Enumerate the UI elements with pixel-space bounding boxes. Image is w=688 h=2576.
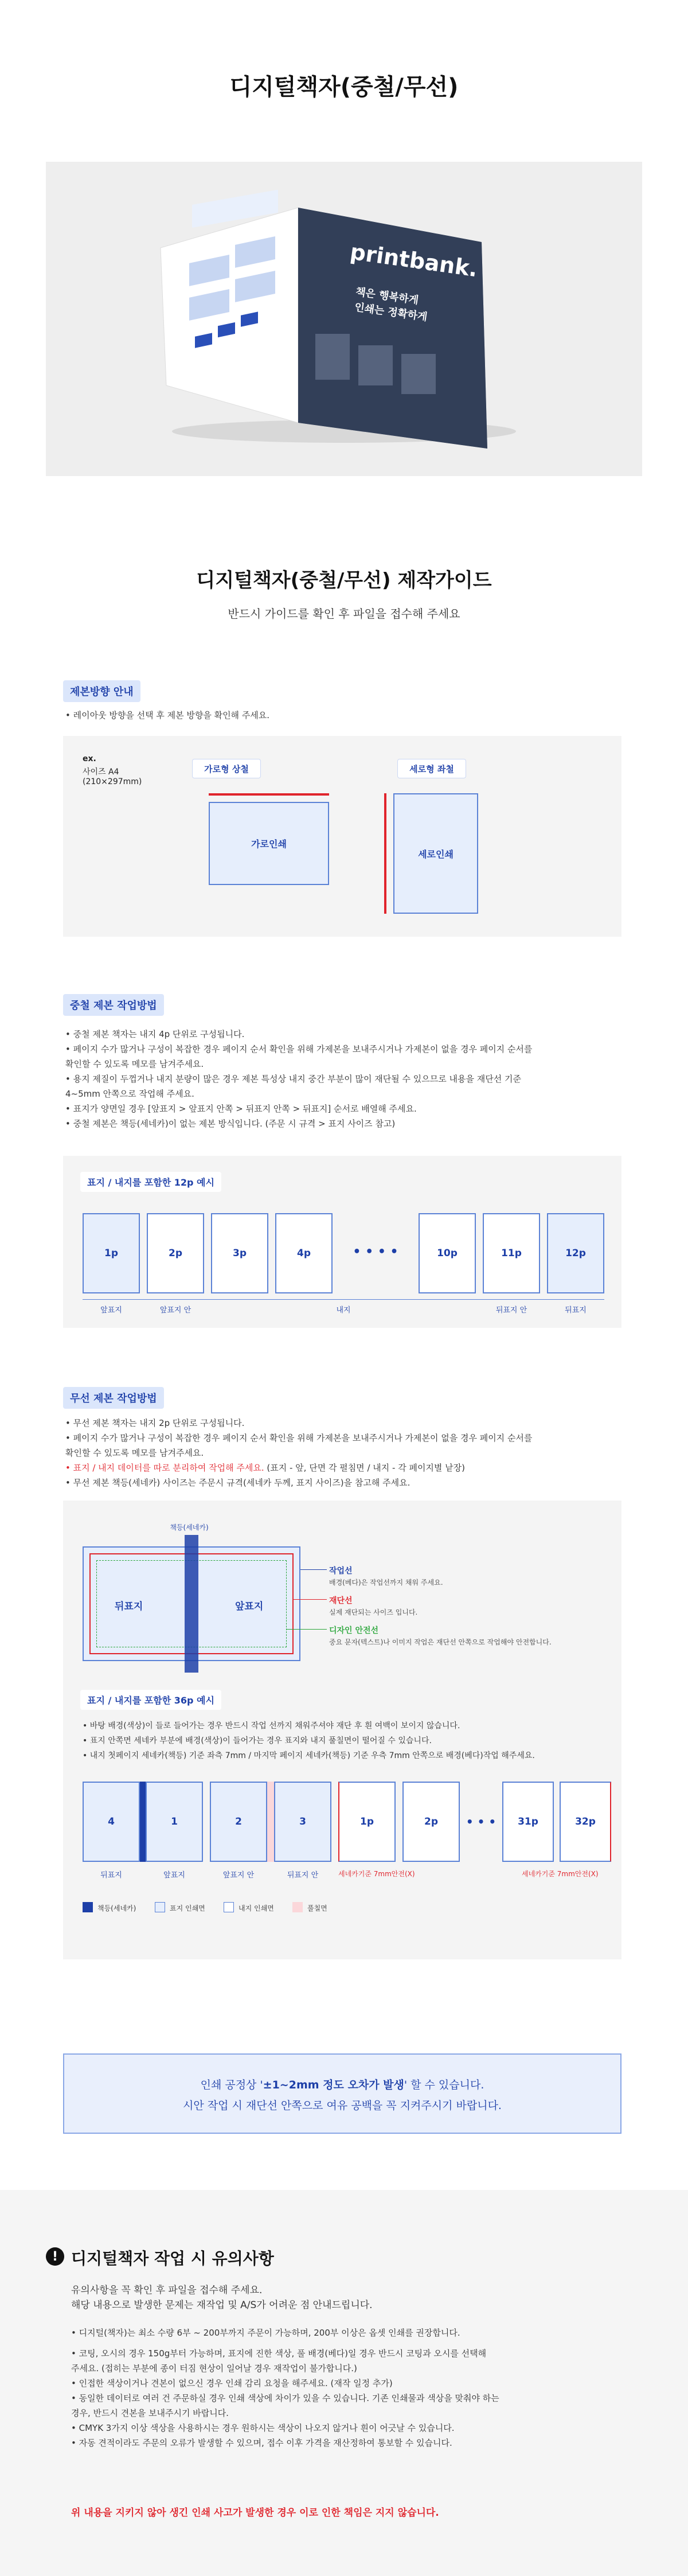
saddle-label-back-inside: 뒤표지 안 [495,1306,527,1315]
saddle-page-11: 11p [483,1213,540,1293]
guide-title: 디지털책자(중철/무선) 제작가이드 [196,569,492,592]
legend-line-trim [294,1599,327,1600]
vertical-binding-edge [384,793,386,914]
inner-left-note: 세네카기준 7mm안전(X) [338,1870,415,1878]
perfect-bullet: 확인할 수 있도록 메모를 남겨주세요. [65,1448,204,1458]
perfect-example-panel [63,1501,621,1959]
perfect-red-bullet-rest: (표지 - 앞, 단면 각 펼침면 / 내지 - 각 페이지별 낱장) [264,1463,466,1473]
perfect-cover-page-1: 1 [146,1782,203,1862]
perfect-inner-page-32: 32p [560,1782,611,1862]
caution-item: • 자동 견적이라도 주문의 오류가 발생할 수 있으며, 접수 이후 가격을 재산정하여 통보할 수 있습니다. [71,2438,452,2448]
legend-trim-desc: 실제 재단되는 사이즈 입니다. [329,1608,418,1616]
caution-intro2: 해당 내용으로 발생한 문제는 재작업 및 A/S가 어려운 점 안내드립니다. [71,2300,373,2311]
exclamation-icon: ! [46,2247,64,2266]
caution-section [0,2190,688,2576]
legend-line-work [300,1569,327,1570]
notice-line1-pre: 인쇄 공정상 ' [200,2079,263,2091]
vertical-print-box: 세로인쇄 [393,793,478,914]
saddle-bullet: 4~5mm 안쪽으로 작업해 주세요. [65,1089,194,1099]
saddle-bullets [65,1027,616,1131]
hero-cover-line2: 인쇄는 정확하게 [353,301,428,324]
saddle-page-1: 1p [83,1213,140,1293]
horizontal-binding-edge [209,793,329,796]
example-label: ex. [83,754,96,763]
size-dimensions: (210×297mm) [83,777,142,786]
perfect-label-back-inside: 뒤표지 안 [287,1871,319,1880]
saddle-badge: 중철 제본 작업방법 [63,994,164,1016]
saddle-label-back: 뒤표지 [565,1306,587,1315]
caution-intro1: 유의사항을 꼭 확인 후 파일을 접수해 주세요. [71,2285,263,2296]
key-cover-swatch [155,1902,165,1912]
inner-right-note: 세네카기준 7mm안전(X) [522,1870,599,1878]
saddle-bullet: 확인할 수 있도록 메모를 남겨주세요. [65,1059,204,1069]
perfect-red-bullet-emphasis: • 표지 / 내지 데이터를 따로 분리하여 작업해 주세요. [65,1463,264,1473]
perfect-inner-page-31: 31p [502,1782,554,1862]
perfect-example-bullet: • 표지 안쪽면 세네카 부분에 배경(색상)이 들어가는 경우 표지와 내지 풀칠면이 떨어질 수 있습니다. [83,1736,432,1745]
perfect-red-bullet [65,1460,616,1475]
notice-line1 [64,2076,620,2092]
perfect-bullet: • 무선 제본 책자는 내지 2p 단위로 구성됩니다. [65,1418,245,1428]
saddle-bullet: • 페이지 수가 많거나 구성이 복잡한 경우 페이지 순서 확인을 위해 가제본을 보내주시거나 가제본이 없을 경우 페이지 순서를 [65,1044,533,1054]
caution-item: • CMYK 3가지 이상 색상을 사용하시는 경우 원하시는 색상이 나오지 않거나 흰이 어긋날 수 있습니다. [71,2423,455,2433]
saddle-example-title: 표지 / 내지를 포함한 12p 예시 [80,1172,221,1192]
front-cover-label: 앞표지 [235,1601,264,1612]
binding-direction-desc: • 레이아웃 방향을 선택 후 제본 방향을 확인해 주세요. [65,710,270,720]
caution-item: 주세요. (접히는 부분에 종이 터짐 현상이 일어날 경우 재작업이 불가합니다.) [71,2363,357,2374]
vertical-binding-label: 세로형 좌철 [397,759,466,778]
size-label: 사이즈 A4 [83,767,119,777]
key-spine-swatch [83,1902,93,1912]
saddle-label-front: 앞표지 [100,1306,122,1315]
legend-safe-title: 디자인 안전선 [329,1626,379,1635]
saddle-page-2: 2p [147,1213,204,1293]
horizontal-print-box: 가로인쇄 [209,802,329,885]
perfect-inner-page-2: 2p [402,1782,460,1862]
hero-banner [46,162,642,476]
saddle-bullet: • 용지 제질이 두껍거나 내지 분량이 많은 경우 제본 특성상 내지 중간 부분이 많이 재단될 수 있으므로 내용을 재단선 기준 [65,1074,521,1084]
caution-list [71,2325,621,2450]
perfect-example-bullet: • 바탕 배경(색상)이 들로 들어가는 경우 반드시 작업 선까지 채워주셔야 재단 후 흰 여백이 보이지 않습니다. [83,1721,460,1731]
key-glue-label: 풀칠면 [307,1904,327,1912]
spine-label: 책등(세네카) [170,1523,209,1531]
perfect-example-title: 표지 / 내지를 포함한 36p 예시 [80,1690,221,1710]
notice-line1-bold: ±1~2mm 정도 오차가 발생 [263,2079,404,2091]
saddle-bullet: • 중철 제본은 책등(세네카)이 없는 제본 방식입니다. (주문 시 규격 > 표지 사이즈 참고) [65,1119,396,1129]
saddle-dots: • • • • [353,1245,398,1259]
saddle-bullet: • 표지가 양면일 경우 [앞표지 > 앞표지 안쪽 > 뒤표지 안쪽 > 뒤표지] 순서로 배열해 주세요. [65,1104,417,1114]
key-inner-swatch [224,1902,234,1912]
caution-item: • 디지털(책자)는 최소 수량 6부 ~ 200부까지 주문이 가능하며, 200부 이상은 옵셋 인쇄를 권장합니다. [71,2328,460,2338]
notice-line1-post: ' 할 수 있습니다. [404,2079,484,2091]
saddle-label-front-inside: 앞표지 안 [159,1306,191,1315]
binding-direction-badge: 제본방향 안내 [63,680,140,702]
legend-work-desc: 배경(베다)은 작업선까지 채워 주세요. [329,1579,443,1587]
perfect-inner-dots: • • • [466,1815,497,1829]
key-inner-label: 내지 인쇄면 [239,1904,274,1912]
perfect-badge: 무선 제본 작업방법 [63,1387,164,1409]
legend-trim-title: 재단선 [329,1596,353,1605]
saddle-page-10: 10p [419,1213,476,1293]
perfect-bullet: • 페이지 수가 많거나 구성이 복잡한 경우 페이지 순서 확인을 위해 가제본을 보내주시거나 가제본이 없을 경우 페이지 순서를 [65,1433,533,1443]
back-cover-label: 뒤표지 [115,1601,143,1612]
key-spine-label: 책등(세네카) [97,1904,136,1912]
hero-cover-line1: 책은 행복하게 [354,286,420,307]
legend-safe-desc: 중요 문자(텍스트)나 이미지 작업은 재단선 안쪽으로 작업해야 안전합니다. [329,1638,552,1646]
saddle-page-4: 4p [275,1213,333,1293]
booklet-illustration [46,162,642,476]
legend-line-safe [287,1629,327,1630]
perfect-label-front: 앞표지 [163,1871,185,1880]
hero-brand: printbank. [349,239,479,282]
saddle-example-panel [63,1156,621,1328]
perfect-inner-page-1: 1p [338,1782,396,1862]
saddle-label-line [83,1299,604,1300]
caution-item: • 코팅, 오시의 경우 150g부터 가능하며, 표지에 진한 색상, 풀 배경(베다)일 경우 반드시 코팅과 오시를 선택해 [71,2348,487,2359]
tolerance-notice [63,2053,621,2134]
perfect-cover-page-3: 3 [274,1782,331,1862]
page-title: 디지털책자(중철/무선) [229,74,459,100]
saddle-page-3: 3p [211,1213,268,1293]
perfect-glue-area [267,1782,274,1862]
perfect-bullet: • 무선 제본 책등(세네카) 사이즈는 주문시 규격(세네카 두께, 표지 사이즈)을 참고해 주세요. [65,1478,411,1488]
notice-line2: 시안 작업 시 재단선 안쪽으로 여유 공백을 꼭 지켜주시기 바랍니다. [183,2099,502,2112]
perfect-label-front-inside: 앞표지 안 [222,1871,255,1880]
perfect-cover-page-2: 2 [210,1782,267,1862]
binding-direction-panel [63,736,621,937]
caution-item: 경우, 반드시 견본을 보내주시기 바랍니다. [71,2408,229,2418]
guide-subtitle: 반드시 가이드를 확인 후 파일을 접수해 주세요 [228,607,460,621]
key-glue-swatch [292,1902,303,1912]
key-cover-label: 표지 인쇄면 [170,1904,205,1912]
saddle-label-inner: 내지 [336,1306,351,1315]
perfect-example-bullets [83,1718,610,1763]
perfect-label-back: 뒤표지 [100,1871,122,1880]
caution-item: • 인접한 색상이거나 견본이 없으신 경우 인쇄 감리 요청을 해주세요. (재작 일정 추가) [71,2378,393,2388]
saddle-page-12: 12p [547,1213,604,1293]
horizontal-binding-label: 가로형 상철 [192,759,261,778]
legend-work-title: 작업선 [329,1566,353,1576]
perfect-example-bullet: • 내지 첫페이지 세네카(책등) 기준 좌측 7mm / 마지막 페이지 세네카(책등) 기준 우측 7mm 안쪽으로 배경(베다)작업 해주세요. [83,1751,535,1760]
caution-warning: 위 내용을 지키지 않아 생긴 인쇄 사고가 발생한 경우 이로 인한 책임은 지지 않습니다. [71,2507,439,2519]
perfect-cover-page-4: 4 [83,1782,140,1862]
caution-item: • 동일한 데이터로 여러 건 주문하실 경우 인쇄 색상에 차이가 있을 수 있습니다. 기존 인쇄물과 색상을 맞춰야 하는 [71,2393,499,2403]
saddle-bullet: • 중철 제본 책자는 내지 4p 단위로 구성됩니다. [65,1029,245,1039]
spine-bar [185,1535,198,1673]
caution-title: 디지털책자 작업 시 유의사항 [71,2249,274,2268]
perfect-spine-left [140,1782,146,1862]
perfect-bullets [65,1416,616,1490]
